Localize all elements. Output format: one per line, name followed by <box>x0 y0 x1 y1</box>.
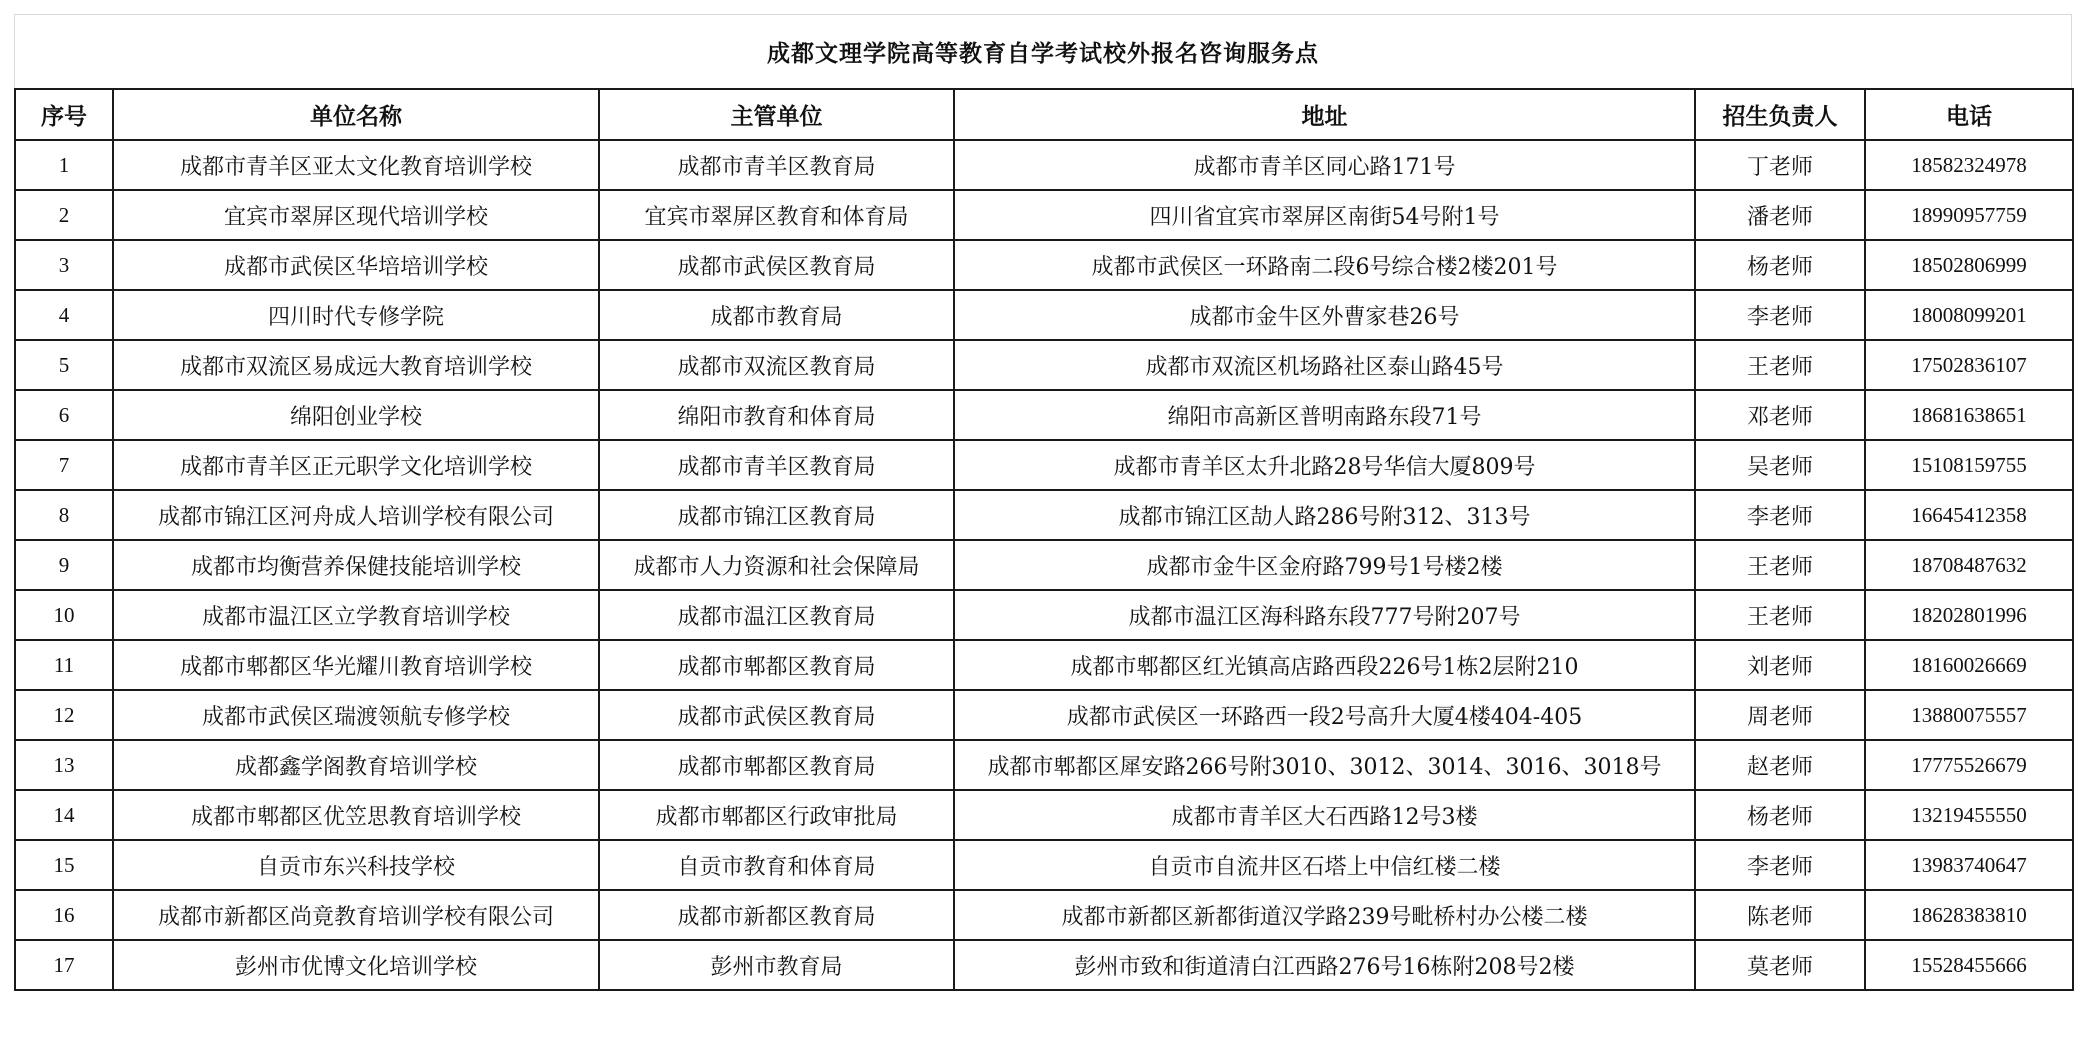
table-row <box>15 440 2073 490</box>
cell-index: 11 <box>15 640 113 690</box>
cell-unit-name: 四川时代专修学院 <box>113 290 599 340</box>
cell-address: 成都市青羊区同心路171号 <box>954 140 1695 190</box>
cell-authority: 成都市教育局 <box>599 290 954 340</box>
cell-contact: 陈老师 <box>1695 890 1865 940</box>
cell-unit-name: 成都市双流区易成远大教育培训学校 <box>113 340 599 390</box>
header-index: 序号 <box>15 89 113 140</box>
cell-phone: 13880075557 <box>1865 690 2073 740</box>
table-row <box>15 190 2073 240</box>
cell-unit-name: 成都市郫都区优笠思教育培训学校 <box>113 790 599 840</box>
cell-phone: 17502836107 <box>1865 340 2073 390</box>
cell-index: 7 <box>15 440 113 490</box>
cell-address: 成都市青羊区大石西路12号3楼 <box>954 790 1695 840</box>
cell-authority: 彭州市教育局 <box>599 940 954 990</box>
table-row <box>15 390 2073 440</box>
cell-contact: 王老师 <box>1695 340 1865 390</box>
sheet-title: 成都文理学院高等教育自学考试校外报名咨询服务点 <box>14 14 2072 88</box>
cell-index: 6 <box>15 390 113 440</box>
cell-unit-name: 成都市温江区立学教育培训学校 <box>113 590 599 640</box>
cell-index: 3 <box>15 240 113 290</box>
cell-index: 17 <box>15 940 113 990</box>
table-row <box>15 640 2073 690</box>
cell-authority: 成都市武侯区教育局 <box>599 240 954 290</box>
cell-contact: 杨老师 <box>1695 240 1865 290</box>
cell-contact: 莫老师 <box>1695 940 1865 990</box>
cell-contact: 吴老师 <box>1695 440 1865 490</box>
cell-phone: 15528455666 <box>1865 940 2073 990</box>
cell-unit-name: 绵阳创业学校 <box>113 390 599 440</box>
cell-unit-name: 宜宾市翠屏区现代培训学校 <box>113 190 599 240</box>
cell-contact: 杨老师 <box>1695 790 1865 840</box>
cell-index: 2 <box>15 190 113 240</box>
cell-address: 成都市郫都区犀安路266号附3010、3012、3014、3016、3018号 <box>954 740 1695 790</box>
cell-unit-name: 成都市武侯区华培培训学校 <box>113 240 599 290</box>
cell-phone: 15108159755 <box>1865 440 2073 490</box>
cell-unit-name: 成都市青羊区亚太文化教育培训学校 <box>113 140 599 190</box>
cell-address: 成都市锦江区劼人路286号附312、313号 <box>954 490 1695 540</box>
cell-phone: 18681638651 <box>1865 390 2073 440</box>
cell-phone: 16645412358 <box>1865 490 2073 540</box>
cell-address: 成都市新都区新都街道汉学路239号毗桥村办公楼二楼 <box>954 890 1695 940</box>
cell-authority: 绵阳市教育和体育局 <box>599 390 954 440</box>
cell-unit-name: 成都市锦江区河舟成人培训学校有限公司 <box>113 490 599 540</box>
cell-address: 彭州市致和街道清白江西路276号16栋附208号2楼 <box>954 940 1695 990</box>
header-contact: 招生负责人 <box>1695 89 1865 140</box>
header-address: 地址 <box>954 89 1695 140</box>
cell-index: 16 <box>15 890 113 940</box>
cell-phone: 18008099201 <box>1865 290 2073 340</box>
cell-unit-name: 成都市新都区尚竟教育培训学校有限公司 <box>113 890 599 940</box>
cell-index: 12 <box>15 690 113 740</box>
cell-authority: 成都市郫都区教育局 <box>599 640 954 690</box>
cell-index: 8 <box>15 490 113 540</box>
cell-index: 13 <box>15 740 113 790</box>
cell-address: 成都市双流区机场路社区泰山路45号 <box>954 340 1695 390</box>
cell-authority: 成都市双流区教育局 <box>599 340 954 390</box>
header-unit-name: 单位名称 <box>113 89 599 140</box>
cell-unit-name: 成都鑫学阁教育培训学校 <box>113 740 599 790</box>
table-row <box>15 490 2073 540</box>
cell-index: 14 <box>15 790 113 840</box>
cell-phone: 18582324978 <box>1865 140 2073 190</box>
table-row <box>15 540 2073 590</box>
table-row <box>15 890 2073 940</box>
cell-authority: 成都市温江区教育局 <box>599 590 954 640</box>
cell-phone: 17775526679 <box>1865 740 2073 790</box>
service-points-table <box>14 88 2074 991</box>
cell-address: 绵阳市高新区普明南路东段71号 <box>954 390 1695 440</box>
table-row <box>15 290 2073 340</box>
cell-contact: 王老师 <box>1695 590 1865 640</box>
cell-authority: 成都市人力资源和社会保障局 <box>599 540 954 590</box>
cell-index: 15 <box>15 840 113 890</box>
cell-index: 10 <box>15 590 113 640</box>
cell-authority: 成都市青羊区教育局 <box>599 440 954 490</box>
cell-phone: 13219455550 <box>1865 790 2073 840</box>
table-row <box>15 340 2073 390</box>
cell-authority: 宜宾市翠屏区教育和体育局 <box>599 190 954 240</box>
cell-contact: 王老师 <box>1695 540 1865 590</box>
table-row <box>15 240 2073 290</box>
cell-unit-name: 成都市武侯区瑞渡领航专修学校 <box>113 690 599 740</box>
table-row <box>15 940 2073 990</box>
cell-contact: 李老师 <box>1695 840 1865 890</box>
cell-phone: 18202801996 <box>1865 590 2073 640</box>
cell-address: 成都市武侯区一环路西一段2号高升大厦4楼404-405 <box>954 690 1695 740</box>
cell-index: 9 <box>15 540 113 590</box>
header-phone: 电话 <box>1865 89 2073 140</box>
cell-unit-name: 自贡市东兴科技学校 <box>113 840 599 890</box>
cell-phone: 18502806999 <box>1865 240 2073 290</box>
cell-address: 成都市金牛区金府路799号1号楼2楼 <box>954 540 1695 590</box>
cell-authority: 成都市郫都区教育局 <box>599 740 954 790</box>
table-row <box>15 840 2073 890</box>
cell-contact: 李老师 <box>1695 290 1865 340</box>
header-authority: 主管单位 <box>599 89 954 140</box>
cell-unit-name: 彭州市优博文化培训学校 <box>113 940 599 990</box>
cell-authority: 成都市武侯区教育局 <box>599 690 954 740</box>
cell-authority: 成都市青羊区教育局 <box>599 140 954 190</box>
table-row <box>15 790 2073 840</box>
cell-phone: 13983740647 <box>1865 840 2073 890</box>
cell-address: 四川省宜宾市翠屏区南街54号附1号 <box>954 190 1695 240</box>
cell-unit-name: 成都市均衡营养保健技能培训学校 <box>113 540 599 590</box>
cell-authority: 成都市新都区教育局 <box>599 890 954 940</box>
cell-index: 4 <box>15 290 113 340</box>
cell-contact: 邓老师 <box>1695 390 1865 440</box>
cell-contact: 周老师 <box>1695 690 1865 740</box>
cell-unit-name: 成都市郫都区华光耀川教育培训学校 <box>113 640 599 690</box>
cell-contact: 刘老师 <box>1695 640 1865 690</box>
cell-address: 自贡市自流井区石塔上中信红楼二楼 <box>954 840 1695 890</box>
cell-contact: 丁老师 <box>1695 140 1865 190</box>
cell-address: 成都市金牛区外曹家巷26号 <box>954 290 1695 340</box>
cell-index: 1 <box>15 140 113 190</box>
cell-contact: 李老师 <box>1695 490 1865 540</box>
cell-authority: 自贡市教育和体育局 <box>599 840 954 890</box>
cell-phone: 18708487632 <box>1865 540 2073 590</box>
cell-contact: 潘老师 <box>1695 190 1865 240</box>
cell-index: 5 <box>15 340 113 390</box>
cell-address: 成都市温江区海科路东段777号附207号 <box>954 590 1695 640</box>
cell-address: 成都市郫都区红光镇高店路西段226号1栋2层附210 <box>954 640 1695 690</box>
cell-unit-name: 成都市青羊区正元职学文化培训学校 <box>113 440 599 490</box>
cell-phone: 18160026669 <box>1865 640 2073 690</box>
cell-contact: 赵老师 <box>1695 740 1865 790</box>
cell-authority: 成都市郫都区行政审批局 <box>599 790 954 840</box>
spreadsheet <box>14 14 2072 991</box>
table-row <box>15 140 2073 190</box>
cell-phone: 18990957759 <box>1865 190 2073 240</box>
table-row <box>15 690 2073 740</box>
cell-address: 成都市武侯区一环路南二段6号综合楼2楼201号 <box>954 240 1695 290</box>
header-row <box>15 89 2073 140</box>
cell-authority: 成都市锦江区教育局 <box>599 490 954 540</box>
table-row <box>15 590 2073 640</box>
cell-address: 成都市青羊区太升北路28号华信大厦809号 <box>954 440 1695 490</box>
cell-phone: 18628383810 <box>1865 890 2073 940</box>
table-row <box>15 740 2073 790</box>
